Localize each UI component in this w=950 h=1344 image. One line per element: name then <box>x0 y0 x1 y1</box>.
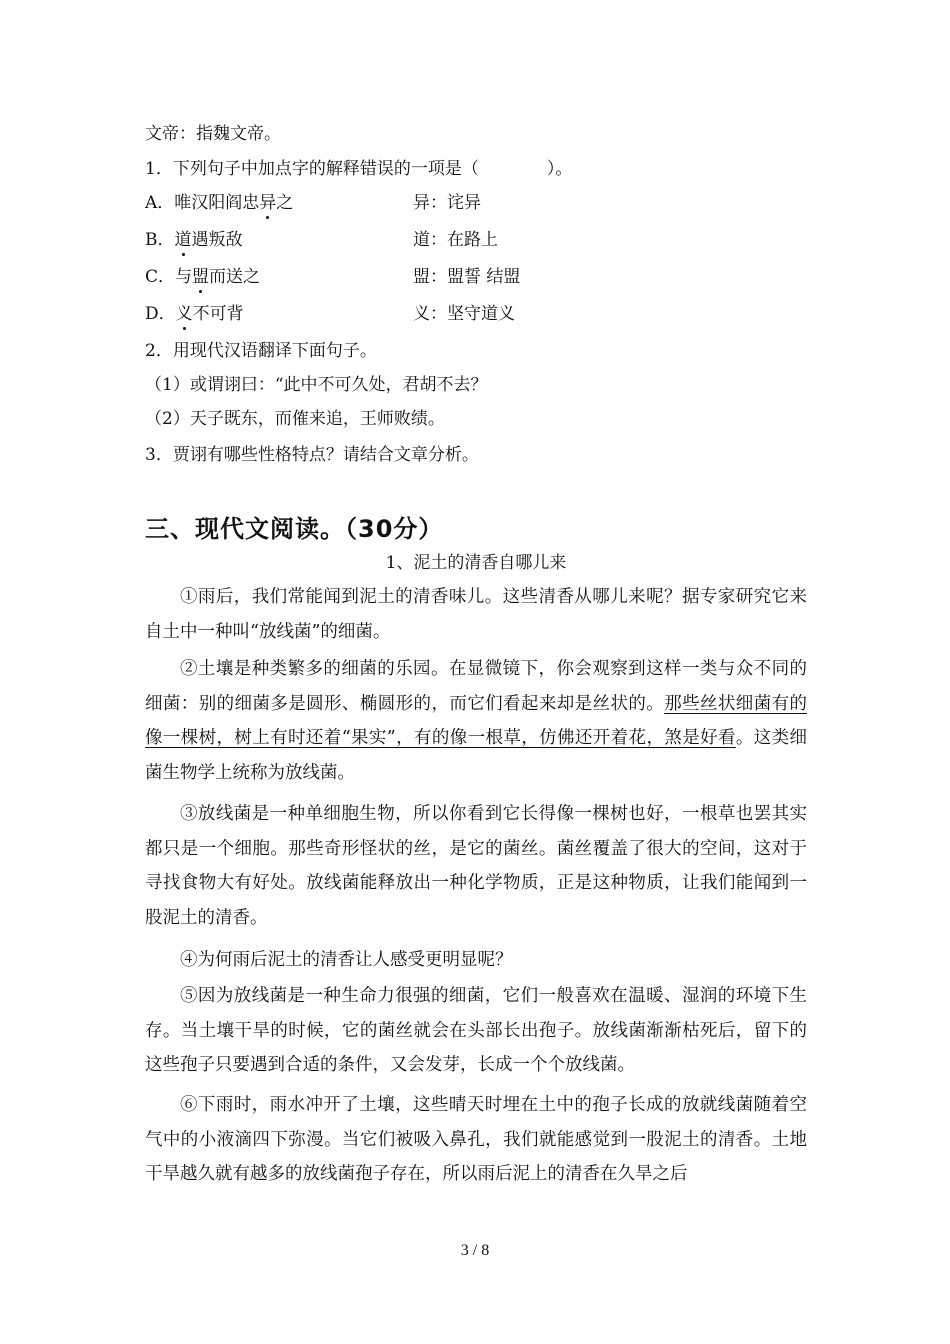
paragraph-3: ③放线菌是一种单细胞生物，所以你看到它长得像一棵树也好，一根草也罢其实都只是一个细胞。那些奇形怪状的丝，是它的菌丝。菌丝覆盖了很大的空间，这对于寻找食物大有好处。放线菌能释放出一种化学物质，正是这种物质，让我们能闻到一股泥土的清香。 <box>145 804 807 928</box>
option-a-meaning: 异：诧异 <box>413 193 481 213</box>
question-1: 1．下列句子中加点字的解释错误的一项是（ ）。 <box>145 159 573 179</box>
note-wendi: 文帝：指魏文帝。 <box>145 124 281 144</box>
paragraph-2: ②土壤是种类繁多的细菌的乐园。在显微镜下，你会观察到这样一类与众不同的细菌：别的细菌多是圆形、椭圆形的，而它们看起来却是丝状的。那些丝状细菌有的像一棵树，树上有时还着“果实”，有的像一根草，仿佛还开着花，煞是好看。这类细菌生物学上统称为放线菌。 <box>145 659 808 783</box>
paragraph-1: ①雨后，我们常能闻到泥土的清香味儿。这些清香从哪儿来呢？据专家研究它来自土中一种叫“放线菌”的细菌。 <box>145 587 807 642</box>
option-c-meaning: 盟：盟誓 结盟 <box>413 267 521 287</box>
option-b-meaning: 道：在路上 <box>413 230 498 250</box>
paragraph-6: ⑥下雨时，雨水冲开了土壤，这些晴天时埋在土中的孢子长成的放就线菌随着空气中的小液滴四下弥漫。当它们被吸入鼻孔，我们就能感觉到一股泥土的清香。土地干旱越久就有越多的放线菌孢子存在，所以雨后泥上的清香在久旱之后 <box>145 1095 807 1184</box>
paragraph-5: ⑤因为放线菌是一种生命力很强的细菌，它们一般喜欢在温暖、湿润的环境下生存。当土壤干旱的时候，它的菌丝就会在头部长出孢子。放线菌渐渐枯死后，留下的这些孢子只要遇到合适的条件，又会发芽，长成一个个放线菌。 <box>145 986 807 1075</box>
option-b: B．道遇叛敌 <box>145 230 243 250</box>
dotted-char: 道 <box>174 230 192 250</box>
option-d-meaning: 义：坚守道义 <box>413 304 515 324</box>
option-a: A．唯汉阳阎忠异之 <box>145 193 294 213</box>
underlined-sentence: 那些丝状细菌有的像一棵树，树上有时还着“果实”，有的像一根草，仿佛还开着花，煞是好看 <box>145 693 808 748</box>
question-3: 3．贾诩有哪些性格特点？请结合文章分析。 <box>145 445 479 465</box>
paragraph-4: ④为何雨后泥土的清香让人感受更明显呢？ <box>180 950 513 970</box>
page-number: 3 / 8 <box>460 1242 490 1259</box>
question-2-2: （2）天子既东，而傕来追，王师败绩。 <box>145 409 445 429</box>
dotted-char: 盟 <box>192 267 210 287</box>
dotted-char: 义 <box>175 304 193 324</box>
question-2: 2．用现代汉语翻译下面句子。 <box>145 341 377 361</box>
article-title: 1、泥土的清香自哪儿来 <box>385 553 567 573</box>
section-title: 三、现代文阅读。（30分） <box>145 515 444 543</box>
question-2-1: （1）或谓诩曰：“此中不可久处，君胡不去？ <box>145 375 488 395</box>
option-d: D．义不可背 <box>145 304 244 324</box>
dotted-char: 异 <box>259 193 277 213</box>
option-c: C．与盟而送之 <box>145 267 261 287</box>
